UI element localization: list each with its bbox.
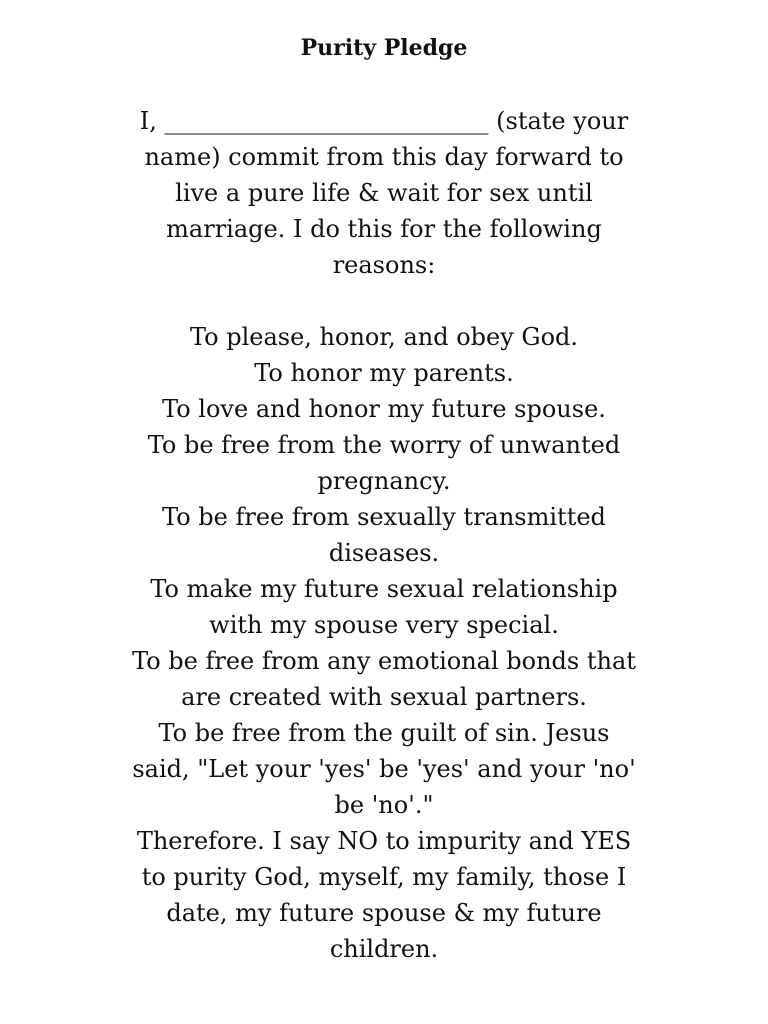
reason-line: To be free from the guilt of sin. Jesus [158, 719, 610, 747]
reason-line: are created with sexual partners. [181, 683, 587, 711]
reason-item [92, 643, 676, 715]
reason-item [92, 571, 676, 643]
reason-item [92, 499, 676, 571]
reason-line: To make my future sexual relationship [150, 575, 618, 603]
reason-item [92, 319, 676, 355]
conclusion-line: to purity God, myself, my family, those I [141, 863, 627, 891]
reason-line: pregnancy. [317, 467, 451, 495]
conclusion-paragraph [92, 823, 676, 967]
reason-line: To be free from sexually transmitted [162, 503, 606, 531]
reason-line: To honor my parents. [254, 359, 514, 387]
reason-line: said, "Let your 'yes' be 'yes' and your 'no' [132, 755, 636, 783]
reason-item [92, 715, 676, 823]
reason-item [92, 391, 676, 427]
intro-line: marriage. I do this for the following [166, 215, 602, 243]
reason-item [92, 355, 676, 391]
intro-line: reasons: [332, 251, 436, 279]
pledge-body [92, 103, 676, 967]
reason-item [92, 427, 676, 499]
reason-line: with my spouse very special. [209, 611, 559, 639]
reason-line: To please, honor, and obey God. [189, 323, 579, 351]
conclusion-line: date, my future spouse & my future [166, 899, 602, 927]
reason-line: To be free from the worry of unwanted [147, 431, 621, 459]
intro-line: live a pure life & wait for sex until [175, 179, 593, 207]
reason-line: To love and honor my future spouse. [162, 395, 606, 423]
reason-line: be 'no'." [334, 791, 434, 819]
document-title: Purity Pledge [300, 35, 468, 61]
conclusion-line: children. [329, 935, 439, 963]
intro-paragraph [92, 103, 676, 283]
reason-line: To be free from any emotional bonds that [132, 647, 636, 675]
conclusion-line: Therefore. I say NO to impurity and YES [136, 827, 632, 855]
reasons-list [92, 319, 676, 823]
intro-line: name) commit from this day forward to [144, 143, 624, 171]
paragraph-gap [92, 283, 676, 319]
reason-line: diseases. [328, 539, 440, 567]
intro-line: I, ___________________________ (state your [139, 107, 629, 135]
